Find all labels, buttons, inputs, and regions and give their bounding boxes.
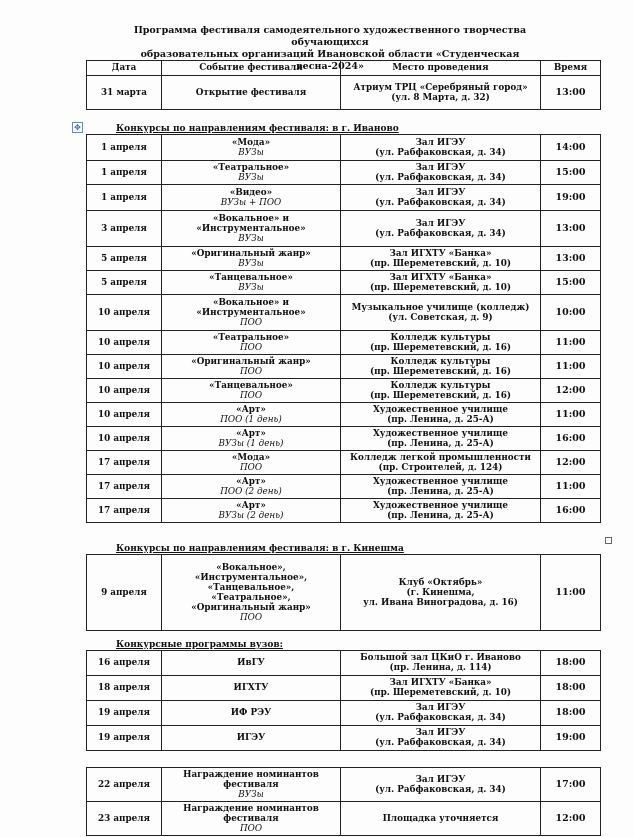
event-line: «Танцевальное»,	[207, 582, 295, 593]
event-name: «Оригинальный жанр»	[191, 356, 311, 367]
table-row	[87, 247, 601, 271]
event-name: «Видео»	[229, 187, 273, 198]
event-name: фестиваля	[223, 779, 279, 790]
place-address: (ул. Рабфаковская, д. 34)	[375, 713, 506, 723]
place-address: (ул. Рабфаковская, д. 34)	[375, 738, 506, 748]
row-time: 15:00	[541, 271, 601, 295]
place-name: Художественное училище	[372, 428, 509, 439]
row-date: 10 апреля	[87, 331, 162, 355]
row-place	[341, 161, 541, 185]
row-place	[341, 427, 541, 451]
event-sub: ПОО	[239, 462, 263, 473]
table-row	[87, 726, 601, 751]
event-sub: ВУЗы (1 день)	[218, 438, 284, 449]
row-date: 23 апреля	[87, 802, 162, 836]
place-address: (ул. Рабфаковская, д. 34)	[375, 228, 506, 239]
row-time: 12:00	[541, 802, 601, 836]
place-name: Музыкальное училище (колледж)	[351, 302, 530, 313]
event-sub: ВУЗы	[238, 233, 264, 244]
row-place	[341, 555, 541, 631]
event-line: «Оригинальный жанр»	[191, 602, 311, 613]
row-place	[341, 247, 541, 271]
row-event	[162, 427, 341, 451]
place-name: Зал ИГЭУ	[415, 703, 466, 713]
opening-table	[86, 60, 601, 110]
row-event	[162, 802, 341, 836]
table-row	[87, 802, 601, 836]
row-place	[341, 802, 541, 836]
row-place	[341, 475, 541, 499]
place-name: Зал ИГЭУ	[415, 218, 466, 229]
event-name: «Оригинальный жанр»	[191, 248, 311, 259]
place-address: (пр. Шереметевский, д. 10)	[369, 258, 512, 269]
header-row	[87, 61, 601, 76]
place-name: Зал ИГЭУ	[415, 774, 466, 785]
row-time: 19:00	[541, 185, 601, 211]
row-event	[162, 135, 341, 161]
event-sub: ВУЗы	[238, 172, 264, 183]
row-date: 19 апреля	[87, 726, 162, 751]
place-name: Зал ИГЭУ	[415, 137, 466, 148]
event-sub: ВУЗы (2 день)	[218, 510, 284, 521]
table-row	[87, 331, 601, 355]
event-sub: ВУЗы	[238, 258, 264, 269]
row-date: 22 апреля	[87, 768, 162, 802]
row-event	[162, 271, 341, 295]
table-row	[87, 135, 601, 161]
event-name: «Вокальное» и	[212, 297, 289, 308]
event-name: «Арт»	[236, 428, 266, 439]
event-sub: ВУЗы + ПОО	[220, 197, 282, 208]
row-time: 15:00	[541, 161, 601, 185]
row-date: 3 апреля	[87, 211, 162, 247]
header-date: Дата	[87, 61, 162, 76]
row-date: 1 апреля	[87, 161, 162, 185]
row-date: 1 апреля	[87, 135, 162, 161]
row-event	[162, 379, 341, 403]
row-place	[341, 355, 541, 379]
row-event: ИФ РЭУ	[162, 701, 341, 726]
row-time: 10:00	[541, 295, 601, 331]
title-line-1: Программа фестиваля самодеятельного художественного творчества обучающихся	[133, 25, 527, 48]
place-line: Клуб «Октябрь»	[398, 577, 483, 588]
section-heading-vuz: Конкурсные программы вузов:	[116, 640, 283, 650]
event-line: «Инструментальное»,	[194, 572, 308, 583]
row-date: 31 марта	[87, 76, 162, 110]
place-name: Художественное училище	[372, 404, 509, 415]
event-sub: ПОО	[239, 342, 263, 353]
table-row	[87, 161, 601, 185]
row-time: 19:00	[541, 726, 601, 751]
event-line: «Театральное»,	[211, 592, 291, 603]
row-place	[341, 499, 541, 523]
row-time: 18:00	[541, 701, 601, 726]
event-name: «Инструментальное»	[196, 223, 306, 234]
event-sub: ПОО	[239, 366, 263, 377]
event-name: «Арт»	[236, 476, 266, 487]
event-sub: ПОО (1 день)	[220, 414, 282, 425]
place-address: (пр. Шереметевский, д. 10)	[369, 282, 512, 293]
table-row	[87, 355, 601, 379]
event-sub: ПОО	[239, 390, 263, 401]
table-row	[87, 427, 601, 451]
row-date: 5 апреля	[87, 271, 162, 295]
row-time: 17:00	[541, 768, 601, 802]
row-event: ИГЭУ	[162, 726, 341, 751]
place-line: ул. Ивана Виноградова, д. 16)	[363, 597, 518, 608]
row-event	[162, 185, 341, 211]
row-event	[162, 768, 341, 802]
table-row	[87, 295, 601, 331]
event-name: «Театральное»	[212, 332, 290, 343]
awards-table	[86, 767, 601, 836]
row-date: 9 апреля	[87, 555, 162, 631]
table-row	[87, 211, 601, 247]
table-resize-handle[interactable]	[605, 537, 612, 544]
place-name: Большой зал ЦКиО г. Иваново	[360, 653, 521, 663]
row-event	[162, 451, 341, 475]
row-date: 10 апреля	[87, 355, 162, 379]
row-event	[162, 499, 341, 523]
row-time: 11:00	[541, 355, 601, 379]
event-sub: ПОО (2 день)	[220, 486, 282, 497]
row-event: Открытие фестиваля	[162, 76, 341, 110]
place-name: Зал ИГХТУ «Банка»	[389, 272, 492, 283]
row-place	[341, 76, 541, 110]
row-place	[341, 726, 541, 751]
table-row	[87, 555, 601, 631]
row-place	[341, 676, 541, 701]
place-address: (пр. Шереметевский, д. 16)	[369, 366, 512, 377]
row-place	[341, 379, 541, 403]
place-address: (ул. Рабфаковская, д. 34)	[375, 197, 506, 208]
place-address: (пр. Строителей, д. 124)	[378, 462, 503, 473]
event-sub: ПОО	[239, 317, 263, 328]
event-name: «Инструментальное»	[196, 307, 306, 318]
row-place	[341, 295, 541, 331]
row-date: 5 апреля	[87, 247, 162, 271]
row-time: 12:00	[541, 451, 601, 475]
row-event: ИвГУ	[162, 651, 341, 676]
table-row	[87, 403, 601, 427]
row-place	[341, 701, 541, 726]
row-event	[162, 161, 341, 185]
row-date: 10 апреля	[87, 403, 162, 427]
row-date: 1 апреля	[87, 185, 162, 211]
row-place	[341, 768, 541, 802]
row-place	[341, 331, 541, 355]
title-line-2: образовательных организаций Ивановской области «Студенческая весна-2024»	[140, 49, 520, 72]
place-address: (пр. Ленина, д. 25-А)	[387, 414, 494, 425]
event-name: «Театральное»	[212, 162, 290, 173]
row-time: 18:00	[541, 651, 601, 676]
place-address: (пр. Шереметевский, д. 10)	[369, 688, 512, 698]
row-date: 18 апреля	[87, 676, 162, 701]
place-name: Площадка уточняется	[382, 813, 499, 824]
table-row	[87, 76, 601, 110]
row-place	[341, 451, 541, 475]
row-event	[162, 211, 341, 247]
vuz-table	[86, 650, 601, 751]
row-date: 17 апреля	[87, 451, 162, 475]
table-row	[87, 676, 601, 701]
place-address: (пр. Ленина, д. 25-А)	[387, 438, 494, 449]
place-name: Атриум ТРЦ «Серебряный город»	[353, 82, 528, 93]
header-time: Время	[541, 61, 601, 76]
place-name: Зал ИГЭУ	[415, 728, 466, 738]
place-address: (ул. 8 Марта, д. 32)	[391, 92, 490, 103]
place-line: (г. Кинешма,	[406, 587, 475, 598]
event-sub: ВУЗы	[238, 789, 264, 800]
row-time: 16:00	[541, 499, 601, 523]
row-date: 19 апреля	[87, 701, 162, 726]
section-heading-ivanovo: Конкурсы по направлениям фестиваля: в г. Иваново	[116, 124, 399, 134]
row-time: 11:00	[541, 403, 601, 427]
row-date: 16 апреля	[87, 651, 162, 676]
place-address: (ул. Советская, д. 9)	[388, 312, 493, 323]
event-sub: ВУЗы	[238, 282, 264, 293]
row-time: 12:00	[541, 379, 601, 403]
place-name: Колледж культуры	[390, 380, 491, 391]
event-name: «Арт»	[236, 500, 266, 511]
header-event: Событие фестиваля	[162, 61, 341, 76]
row-time: 16:00	[541, 427, 601, 451]
place-name: Колледж легкой промышленности	[350, 452, 531, 463]
table-move-handle-icon[interactable]: ✥	[72, 122, 83, 133]
event-name: «Мода»	[231, 452, 271, 463]
row-event	[162, 247, 341, 271]
place-name: Колледж культуры	[390, 356, 491, 367]
ivanovo-table	[86, 134, 601, 523]
place-name: Колледж культуры	[390, 332, 491, 343]
row-place	[341, 271, 541, 295]
row-time: 13:00	[541, 211, 601, 247]
place-address: (пр. Ленина, д. 25-А)	[387, 486, 494, 497]
event-name: «Танцевальное»	[209, 272, 293, 283]
row-place	[341, 651, 541, 676]
event-name: Награждение номинантов	[183, 803, 319, 814]
place-address: (ул. Рабфаковская, д. 34)	[375, 147, 506, 158]
event-name: «Танцевальное»	[209, 380, 293, 391]
event-name: Награждение номинантов	[183, 769, 319, 780]
table-row	[87, 271, 601, 295]
row-time: 11:00	[541, 475, 601, 499]
place-address: (пр. Шереметевский, д. 16)	[369, 342, 512, 353]
place-address: (ул. Рабфаковская, д. 34)	[375, 172, 506, 183]
row-time: 13:00	[541, 247, 601, 271]
row-date: 10 апреля	[87, 295, 162, 331]
row-time: 13:00	[541, 76, 601, 110]
section-heading-kineshma: Конкурсы по направлениям фестиваля: в г. Кинешма	[116, 544, 404, 554]
row-event	[162, 355, 341, 379]
event-name: фестиваля	[223, 813, 279, 824]
row-place	[341, 185, 541, 211]
row-place	[341, 403, 541, 427]
row-place	[341, 135, 541, 161]
place-name: Зал ИГЭУ	[415, 187, 466, 198]
row-event	[162, 403, 341, 427]
event-line: «Вокальное»,	[216, 562, 286, 573]
table-row	[87, 475, 601, 499]
table-row	[87, 185, 601, 211]
place-name: Зал ИГХТУ «Банка»	[389, 678, 492, 688]
event-sub: ПОО	[239, 612, 263, 623]
place-address: (пр. Шереметевский, д. 16)	[369, 390, 512, 401]
row-event	[162, 295, 341, 331]
table-row	[87, 451, 601, 475]
row-date: 17 апреля	[87, 475, 162, 499]
row-time: 11:00	[541, 555, 601, 631]
place-address: (пр. Ленина, д. 114)	[389, 663, 492, 673]
table-row	[87, 701, 601, 726]
table-row	[87, 379, 601, 403]
event-name: «Вокальное» и	[212, 213, 289, 224]
event-name: «Мода»	[231, 137, 271, 148]
table-row	[87, 499, 601, 523]
event-sub: ПОО	[239, 823, 263, 834]
table-row	[87, 651, 601, 676]
place-name: Зал ИГЭУ	[415, 162, 466, 173]
row-date: 10 апреля	[87, 427, 162, 451]
row-event	[162, 331, 341, 355]
row-place	[341, 211, 541, 247]
place-name: Художественное училище	[372, 500, 509, 511]
header-place: Место проведения	[341, 61, 541, 76]
place-address: (ул. Рабфаковская, д. 34)	[375, 784, 506, 795]
row-time: 11:00	[541, 331, 601, 355]
event-sub: ВУЗы	[238, 147, 264, 158]
place-address: (пр. Ленина, д. 25-А)	[387, 510, 494, 521]
row-event	[162, 475, 341, 499]
row-date: 10 апреля	[87, 379, 162, 403]
row-time: 18:00	[541, 676, 601, 701]
event-name: «Арт»	[236, 404, 266, 415]
row-date: 17 апреля	[87, 499, 162, 523]
row-event: ИГХТУ	[162, 676, 341, 701]
table-row	[87, 768, 601, 802]
place-name: Художественное училище	[372, 476, 509, 487]
kineshma-table	[86, 554, 601, 631]
row-event	[162, 555, 341, 631]
place-name: Зал ИГХТУ «Банка»	[389, 248, 492, 259]
row-time: 14:00	[541, 135, 601, 161]
